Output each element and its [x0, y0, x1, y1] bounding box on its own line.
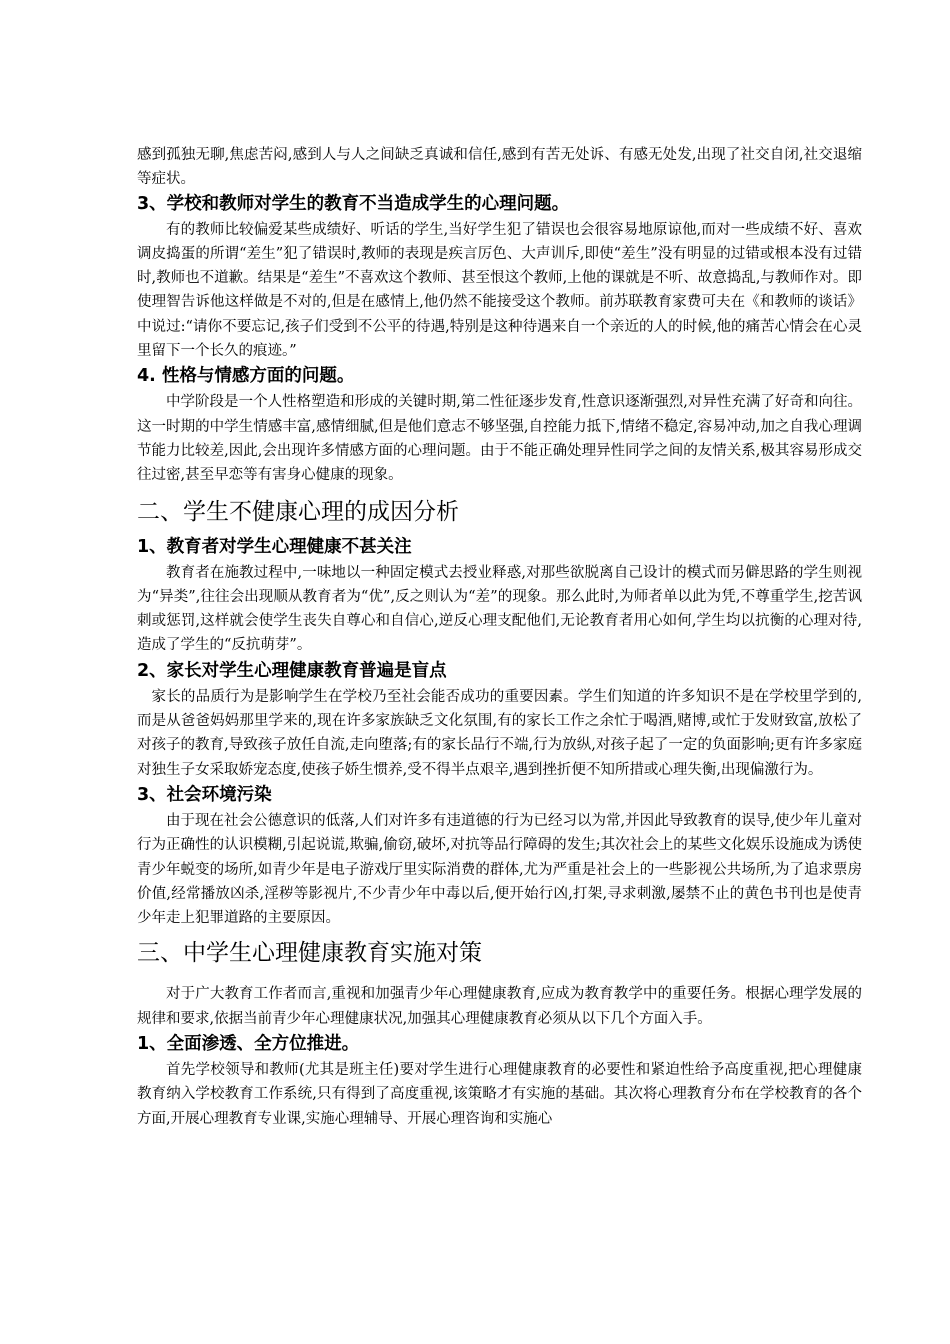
heading-social-environment: 3、社会环境污染: [137, 784, 272, 805]
paragraph-continued: 感到孤独无聊,焦虑苦闷,感到人与人之间缺乏真诚和信任,感到有苦无处诉、有感无处发,出现了社交自闭,社交退缩等症状。: [137, 147, 862, 188]
document-page: [137, 143, 862, 1131]
paragraph-school-teacher: 有的教师比较偏爱某些成绩好、听话的学生,当好学生犯了错误也会很容易地原谅他,而对一些成绩不好、喜欢调皮捣蛋的所谓“差生”犯了错误时,教师的表现是疾言厉色、大声训斥,即使“差生”没有明显的过错或根本没有过错时,教师也不道歉。结果是“差生”不喜欢这个教师、甚至恨这个教师,上他的课就是不听、故意捣乱,与教师作对。即使理智告诉他这样做是不对的,但是在感情上,他仍然不能接受这个教师。前苏联教育家费可夫在《和教师的谈话》中说过:“请你不要忘记,孩子们受到不公平的待遇,特别是这种待遇来自一个亲近的人的时候,他的痛苦心情会在心灵里留下一个长久的痕迹。”: [137, 221, 862, 360]
heading-school-teacher-issues: 3、学校和教师对学生的教育不当造成学生的心理问题。: [137, 193, 570, 214]
paragraph-comprehensive-approach: 首先学校领导和教师(尤其是班主任)要对学生进行心理健康教育的必要性和紧迫性给予高度重视,把心理健康教育纳入学校教育工作系统,只有得到了高度重视,该策略才有实施的基础。其次将心理教育分布在学校教育的各个方面,开展心理教育专业课,实施心理辅导、开展心理咨询和实施心: [137, 1062, 862, 1127]
heading-comprehensive-approach: 1、全面渗透、全方位推进。: [137, 1034, 360, 1055]
paragraph-parents-blind-spot: 家长的品质行为是影响学生在学校乃至社会能否成功的重要因素。学生们知道的许多知识不是在学校里学到的,而是从爸爸妈妈那里学来的,现在许多家族缺乏文化氛围,有的家长工作之余忙于喝酒,赌博,或忙于发财致富,放松了对孩子的教育,导致孩子放任自流,走向堕落;有的家长品行不端,行为放纵,对孩子起了一定的负面影响;更有许多家庭对独生子女采取娇宠态度,使孩子娇生惯养,受不得半点艰辛,遇到挫折便不知所措或心理失衡,出现偏激行为。: [137, 688, 862, 778]
paragraph-educator-neglect: 教育者在施教过程中,一味地以一种固定模式去授业释惑,对那些欲脱离自己设计的模式而另僻思路的学生则视为“异类”,往往会出现顺从教育者为“优”,反之则认为“差”的现象。那么此时,为师者单以此为凭,不尊重学生,挖苦讽刺或惩罚,这样就会使学生丧失自尊心和自信心,逆反心理支配他们,无论教育者用心如何,学生均以抗衡的心理对待,造成了学生的“反抗萌芽”。: [137, 564, 862, 654]
paragraph-measures-intro: 对于广大教育工作者而言,重视和加强青少年心理健康教育,应成为教育教学中的重要任务。根据心理学发展的规律和要求,依据当前青少年心理健康状况,加强其心理健康教育必须从以下几个方面入手。: [137, 986, 862, 1027]
paragraph-social-environment: 由于现在社会公德意识的低落,人们对许多有违道德的行为已经习以为常,并因此导致教育的误导,使少年儿童对行为正确性的认识模糊,引起说谎,欺骗,偷窃,破坏,对抗等品行障碍的发生;其次社会上的某些文化娱乐设施成为诱使青少年蜕变的场所,如青少年是电子游戏厅里实际消费的群体,尤为严重是社会上的一些影视公共场所,为了追求票房价值,经常播放凶杀,淫秽等影视片,不少青少年中毒以后,便开始行凶,打架,寻求刺激,屡禁不止的黄色书刊也是使青少年走上犯罪道路的主要原因。: [137, 812, 862, 927]
paragraph-personality-emotion: 中学阶段是一个人性格塑造和形成的关键时期,第二性征逐步发育,性意识逐渐强烈,对异性充满了好奇和向往。这一时期的中学生情感丰富,感情细腻,但是他们意志不够坚强,自控能力抵下,情绪不稳定,容易冲动,加之自我心理调节能力比较差,因此,会出现许多情感方面的心理问题。由于不能正确处理异性同学之间的友情关系,极其容易形成交往过密,甚至早恋等有害身心健康的现象。: [137, 394, 862, 484]
section-heading-causes: 二、学生不健康心理的成因分析: [137, 498, 459, 525]
heading-parents-blind-spot: 2、家长对学生心理健康教育普遍是盲点: [137, 660, 447, 681]
heading-personality-emotion: 4. 性格与情感方面的问题。: [137, 366, 355, 387]
section-heading-measures: 三、中学生心理健康教育实施对策: [137, 940, 482, 967]
heading-educator-neglect: 1、教育者对学生心理健康不甚关注: [137, 536, 412, 557]
